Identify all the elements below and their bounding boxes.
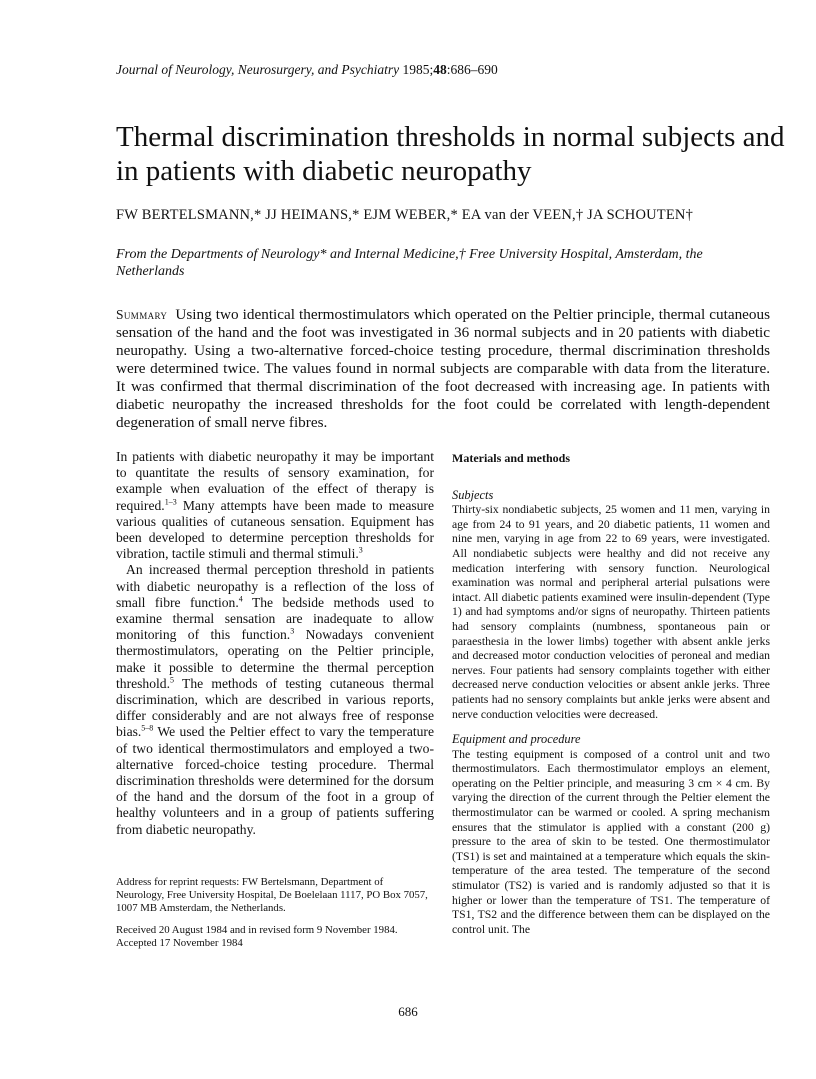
- journal-volume: 48: [433, 62, 447, 77]
- intro-p2-text4: The methods of testing cutaneous thermal discrimination, which are described in various reports, differ considerably and are not always free of response bias.: [116, 675, 434, 740]
- article-affiliation: From the Departments of Neurology* and Internal Medicine,† Free University Hospital, Amsterdam, the Netherlands: [116, 247, 703, 279]
- intro-p2-text2: The bedside methods used to examine thermal sensation are inadequate to allow monitoring of this function.: [116, 594, 434, 643]
- introduction-column: [116, 449, 434, 838]
- article-authors: FW BERTELSMANN,* JJ HEIMANS,* EJM WEBER,* EA van der VEEN,† JA SCHOUTEN†: [116, 207, 694, 223]
- intro-p1-text: In patients with diabetic neuropathy it may be important to quantitate the results of sensory examination, for example when evaluation of the effect of therapy is required.: [116, 449, 434, 513]
- accepted-date: Accepted 17 November 1984: [116, 937, 243, 949]
- intro-p2-text3: Nowadays convenient thermostimulators, operating on the Peltier principle, make it possible to determine the thermal perception threshold.: [116, 627, 434, 691]
- citation: 1–3: [164, 497, 177, 507]
- intro-paragraph-2: [116, 562, 434, 837]
- summary-text: Using two identical thermostimulators which operated on the Peltier principle, thermal cutaneous sensation of the hand and the foot was investigated in 36 normal subjects and in 20 patients with diabetic neuropathy. Using a two-alternative forced-choice testing procedure, thermal discrimination thresholds were determined twice. The values found in normal subjects are comparable with data from the literature. It was confirmed that thermal discrimination of the foot decreased with increasing age. In patients with diabetic neuropathy the increased thresholds for the foot could be correlated with length-dependent degeneration of small nerve fibres.: [116, 306, 770, 431]
- journal-pages: :686–690: [446, 62, 498, 77]
- citation: 3: [358, 545, 363, 555]
- methods-heading: Materials and methods: [452, 451, 570, 465]
- dates-footnote: [116, 924, 434, 950]
- journal-header: [116, 62, 498, 78]
- methods-column: [452, 449, 770, 947]
- subjects-paragraph: Thirty-six nondiabetic subjects, 25 women and 11 men, varying in age from 24 to 91 years, and 20 diabetic patients, 11 women and nine men, varying in age from 22 to 69 years, were investigated. All nondiabetic subjects were healthy and did not receive any medication interfering with sensory function. Neurological examination was normal and peripheral arterial pulsations were intact. All diabetic patients examined were insulin-dependent (Type 1) and had symptoms and/or signs of neuropathy. Thirteen patients had sensory complaints (numbness, spontaneous pain or paraesthesia in the lower limbs) together with absent ankle jerks and decreased motor conduction velocities of peroneal and median nerves. Four patients had sensory complaints together with either decreased nerve conduction velocities or absent ankle jerks. Three patients had no sensory complaints but ankle jerks were absent and nerve conduction velocities were decreased.: [452, 503, 770, 721]
- reprint-footnote: Address for reprint requests: FW Bertelsmann, Department of Neurology, Free University Hospital, De Boelelaan 1117, PO Box 7057, 1007 MB Amsterdam, the Netherlands.: [116, 876, 428, 914]
- summary-label: Summary: [116, 307, 168, 322]
- subjects-heading: Subjects: [452, 487, 494, 502]
- intro-p2-text5: We used the Peltier effect to vary the temperature of two identical thermostimulators and employed a two-alternative forced-choice testing procedure. Thermal discrimination thresholds were determined for the dorsum of the hand and the dorsum of the foot in a group of healthy volunteers and in a group of patients suffering from diabetic neuropathy.: [116, 724, 434, 837]
- page-number: 686: [398, 1004, 418, 1019]
- journal-year: 1985;: [402, 62, 434, 77]
- article-title: Thermal discrimination thresholds in normal subjects and in patients with diabetic neuropathy: [116, 121, 785, 187]
- equipment-heading: Equipment and procedure: [452, 732, 581, 747]
- citation: 5–8: [141, 723, 154, 733]
- citation: 5: [170, 675, 174, 685]
- received-date: Received 20 August 1984 and in revised form 9 November 1984.: [116, 924, 398, 936]
- journal-name: Journal of Neurology, Neurosurgery, and Psychiatry: [116, 62, 400, 77]
- summary-block: [116, 306, 770, 432]
- equipment-paragraph: The testing equipment is composed of a control unit and two thermostimulators. Each thermostimulator employs an element, operating on the Peltier principle, and measuring 3 cm × 4 cm. By varying the direction of the current through the Peltier element the thermostimulator can be warmed or cooled. A spring mechanism ensures that the stimulator is applied with a constant (200 g) pressure to the area of skin to be tested. One thermostimulator (TS1) is set and maintained at a temperature which equals the skin-temperature of the area tested. The temperature of the second stimulator (TS2) is varied and is randomly adjusted so that it is higher or lower than the temperature of TS1. The temperature of TS1, TS2 and the difference between them can be displayed on the control unit. The: [452, 747, 770, 936]
- intro-paragraph-1: [116, 449, 434, 562]
- citation: 4: [238, 594, 243, 604]
- intro-p2-text: An increased thermal perception threshold in patients with diabetic neuropathy is a reflection of the loss of small fibre function.: [116, 562, 434, 610]
- intro-p1-text2: Many attempts have been made to measure various qualities of cutaneous sensation. Equipment has been developed to determine perception thresholds for vibration, tactile stimuli and thermal stimuli.: [116, 497, 434, 562]
- citation: 3: [290, 626, 295, 636]
